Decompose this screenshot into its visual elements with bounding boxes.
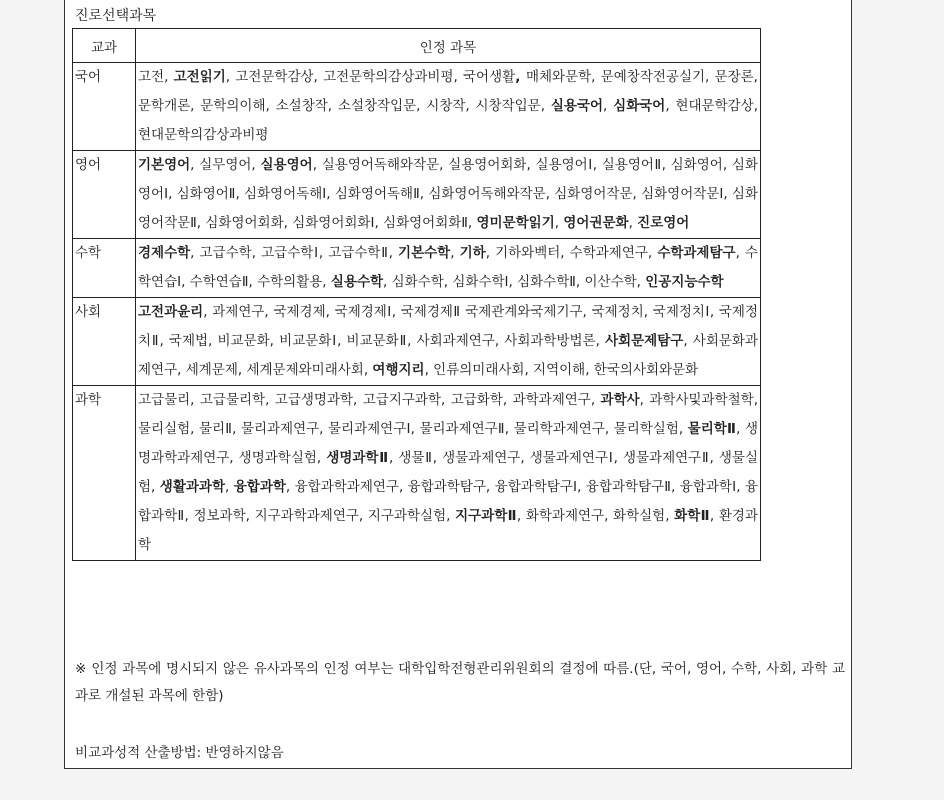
course-name-bold: 실용영어 xyxy=(260,157,313,173)
course-name-bold: 기하 xyxy=(459,245,486,261)
course-names: , xyxy=(554,215,564,231)
course-names: 매체와문학, 문예창작전공실기, 문장론, 문학개론, 문학의이해, 소설창작, 소설창작입문, 시창작, 시창작입문, xyxy=(138,69,758,114)
subject-cell: 영어 xyxy=(73,151,136,239)
course-name-bold: 여행지리 xyxy=(372,362,425,378)
course-name-bold: 생명과학Ⅱ xyxy=(326,450,389,466)
course-names: , 현대문학감상, 현대문학의감상과비평 xyxy=(138,98,758,143)
table-row xyxy=(73,386,761,561)
course-list-cell xyxy=(136,151,761,239)
course-names: 고급물리, 고급물리학, 고급생명과학, 고급지구과학, 고급화학, 과학과제연구, xyxy=(138,392,601,408)
course-name-bold: 고전과윤리 xyxy=(138,304,204,320)
course-name-bold: 실용국어 xyxy=(550,98,604,114)
table-row xyxy=(73,239,761,298)
course-names: , 화학과제연구, 화학실험, xyxy=(516,508,675,524)
course-name-bold: , xyxy=(515,69,526,85)
course-name-bold: 과학사 xyxy=(600,392,640,408)
course-names: , 실용영어독해와작문, 실용영어회화, 실용영어Ⅰ, 실용영어Ⅱ, 심화영어, 심화영어Ⅰ, 심화영어Ⅱ, 심화영어독해Ⅰ, 심화영어독해Ⅱ, 심화영어독해와작문, 심화영어작문, 심화영어작문Ⅰ, 심화영어작문Ⅱ, 심화영어회화, 심화영어회화Ⅰ, 심화영어회화Ⅱ, xyxy=(138,157,758,231)
course-names: , 고급수학, 고급수학Ⅰ, 고급수학Ⅱ, xyxy=(190,245,399,261)
course-name-bold: 물리학Ⅱ xyxy=(687,421,737,437)
course-names: , 생물Ⅱ, 생물과제연구, 생물과제연구Ⅰ, 생물과제연구Ⅱ, 생물실험, xyxy=(138,450,758,495)
course-name-bold: 융합과학 xyxy=(233,479,286,495)
course-names: , 고전문학감상, 고전문학의감상과비평, 국어생활 xyxy=(225,69,516,85)
course-name-bold: 수학과제탐구 xyxy=(657,245,736,261)
course-name-bold: 화학Ⅱ xyxy=(674,508,710,524)
course-names: , 환경과학 xyxy=(138,508,758,553)
course-name-bold: 기본영어 xyxy=(138,157,191,173)
course-name-bold: 심화국어 xyxy=(613,98,666,114)
course-list-cell xyxy=(136,239,761,298)
header-subject: 교과 xyxy=(73,29,136,63)
course-name-bold: 고전읽기 xyxy=(173,69,226,85)
subject-cell: 과학 xyxy=(73,386,136,561)
course-name-bold: 생활과과학 xyxy=(159,479,225,495)
table-row xyxy=(73,63,761,151)
course-names: , 수학연습Ⅰ, 수학연습Ⅱ, 수학의활용, xyxy=(138,245,758,290)
course-names: , 사회문화과제연구, 세계문제, 세계문제와미래사회, xyxy=(138,333,758,378)
course-names: , 생명과학과제연구, 생명과학실험, xyxy=(138,421,759,466)
course-name-bold: 사회문제탐구 xyxy=(605,333,684,349)
course-names: , 심화수학, 심화수학Ⅰ, 심화수학Ⅱ, 이산수학, xyxy=(383,274,646,290)
course-names: , xyxy=(225,479,234,495)
section-title: 진로선택과목 xyxy=(75,8,157,24)
calculation-method: 비교과성적 산출방법: 반영하지않음 xyxy=(75,745,284,761)
table-row xyxy=(73,151,761,239)
course-list-cell xyxy=(136,63,761,151)
course-name-bold: 진로영어 xyxy=(637,215,690,231)
course-names: , xyxy=(603,98,614,114)
course-names: , xyxy=(628,215,638,231)
course-name-bold: 기본수학 xyxy=(398,245,451,261)
table-header-row xyxy=(73,29,761,63)
subject-cell: 국어 xyxy=(73,63,136,151)
course-list-cell xyxy=(136,298,761,386)
course-names: , 실무영어, xyxy=(190,157,261,173)
subject-cell: 사회 xyxy=(73,298,136,386)
course-list-cell xyxy=(136,386,761,561)
course-name-bold: 영어권문화 xyxy=(563,215,629,231)
course-names: , 기하와벡터, 수학과제연구, xyxy=(485,245,658,261)
course-names: , 융합과학과제연구, 융합과학탐구, 융합과학탐구Ⅰ, 융합과학탐구Ⅱ, 융합과학Ⅰ, 융합과학Ⅱ, 정보과학, 지구과학과제연구, 지구과학실험, xyxy=(138,479,759,524)
course-names: , 인류의미래사회, 지역이해, 한국의사회와문화 xyxy=(424,362,699,378)
course-name-bold: 영미문학읽기 xyxy=(476,215,555,231)
course-names: , xyxy=(450,245,460,261)
footnote: ※ 인정 과목에 명시되지 않은 유사과목의 인정 여부는 대학입학전형관리위원회의 결정에 따름.(단, 국어, 영어, 수학, 사회, 과학 교과로 개설된 과목에 한함) xyxy=(75,661,845,704)
subject-cell: 수학 xyxy=(73,239,136,298)
course-name-bold: 지구과학Ⅱ xyxy=(455,508,517,524)
course-names: , 과학사및과학철학, 물리실험, 물리Ⅱ, 물리과제연구, 물리과제연구Ⅰ, 물리과제연구Ⅱ, 물리학과제연구, 물리학실험, xyxy=(138,392,759,437)
course-name-bold: 인공지능수학 xyxy=(645,274,724,290)
header-courses: 인정 과목 xyxy=(136,29,761,63)
table-row xyxy=(73,298,761,386)
recognized-subjects-table xyxy=(72,28,761,561)
course-name-bold: 실용수학 xyxy=(330,274,384,290)
course-name-bold: 경제수학 xyxy=(138,245,191,261)
course-names: 고전, xyxy=(138,69,174,85)
document-panel xyxy=(64,0,852,769)
course-names: , 과제연구, 국제경제, 국제경제Ⅰ, 국제경제Ⅱ 국제관계와국제기구, 국제정치, 국제정치Ⅰ, 국제정치Ⅱ, 국제법, 비교문화, 비교문화Ⅰ, 비교문화Ⅱ, 사회과제연구, 사회과학방법론, xyxy=(138,304,758,349)
